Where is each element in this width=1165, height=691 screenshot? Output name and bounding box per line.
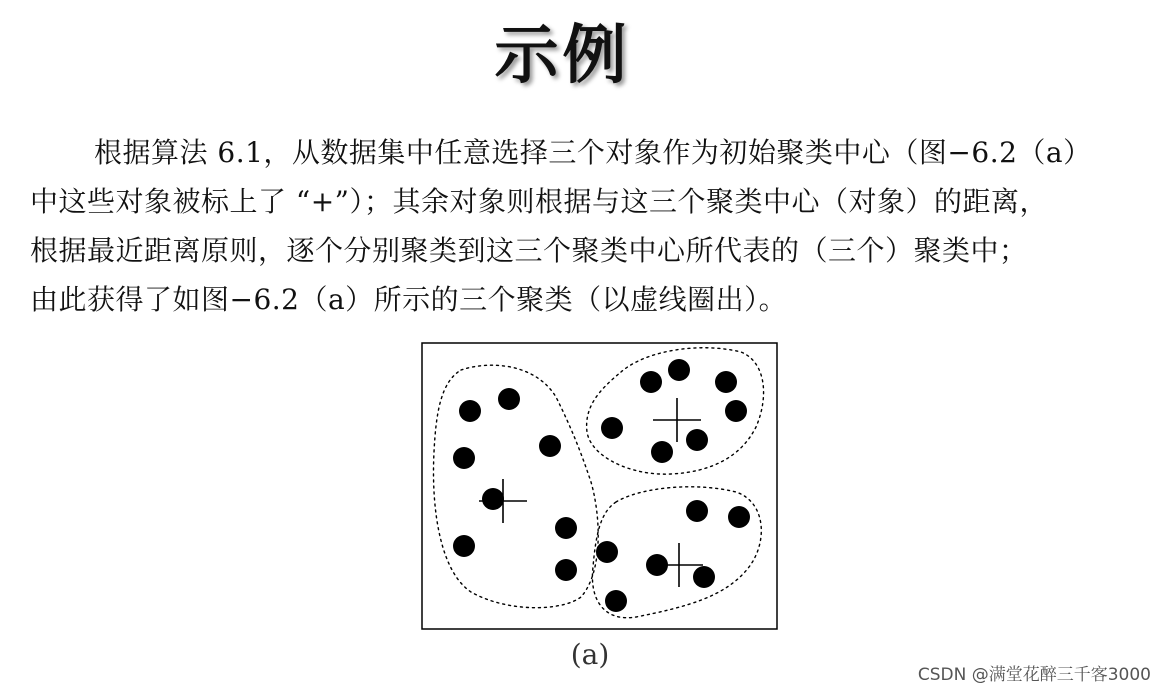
watermark: CSDN @满堂花醉三千客3000 [917, 665, 1151, 685]
data-point-bottom-right [686, 500, 708, 522]
data-point-top-right [725, 400, 747, 422]
data-point-left [498, 388, 520, 410]
data-point-left [555, 517, 577, 539]
data-point-bottom-right [596, 541, 618, 563]
data-point-left [453, 535, 475, 557]
paragraph-line: 由此获得了如图−6.2（a）所示的三个聚类（以虚线圈出）。 [30, 283, 788, 316]
data-point-bottom-right [605, 590, 627, 612]
data-point-left [459, 400, 481, 422]
data-point-top-right [686, 429, 708, 451]
data-point-left [539, 435, 561, 457]
data-point-left [555, 559, 577, 581]
data-point-top-right [668, 359, 690, 381]
figure-caption: (a) [570, 638, 610, 671]
description-paragraph [30, 128, 1140, 324]
cluster-figure [421, 342, 778, 630]
data-point-top-right [640, 371, 662, 393]
data-point-top-right [651, 441, 673, 463]
data-point-bottom-right [693, 566, 715, 588]
data-point-bottom-right [728, 506, 750, 528]
data-point-top-right [715, 371, 737, 393]
paragraph-line: 中这些对象被标上了 “+”）；其余对象则根据与这三个聚类中心（对象）的距离， [30, 185, 1048, 218]
cluster-diagram [421, 342, 778, 630]
paragraph-line: 根据最近距离原则，逐个分别聚类到这三个聚类中心所代表的（三个）聚类中； [30, 234, 1028, 267]
data-point-left [482, 488, 504, 510]
data-point-left [453, 447, 475, 469]
paragraph-line: 根据算法 6.1，从数据集中任意选择三个对象作为初始聚类中心（图−6.2（a） [94, 136, 1092, 169]
data-point-top-right [601, 417, 623, 439]
page-title: 示例 [494, 19, 631, 93]
